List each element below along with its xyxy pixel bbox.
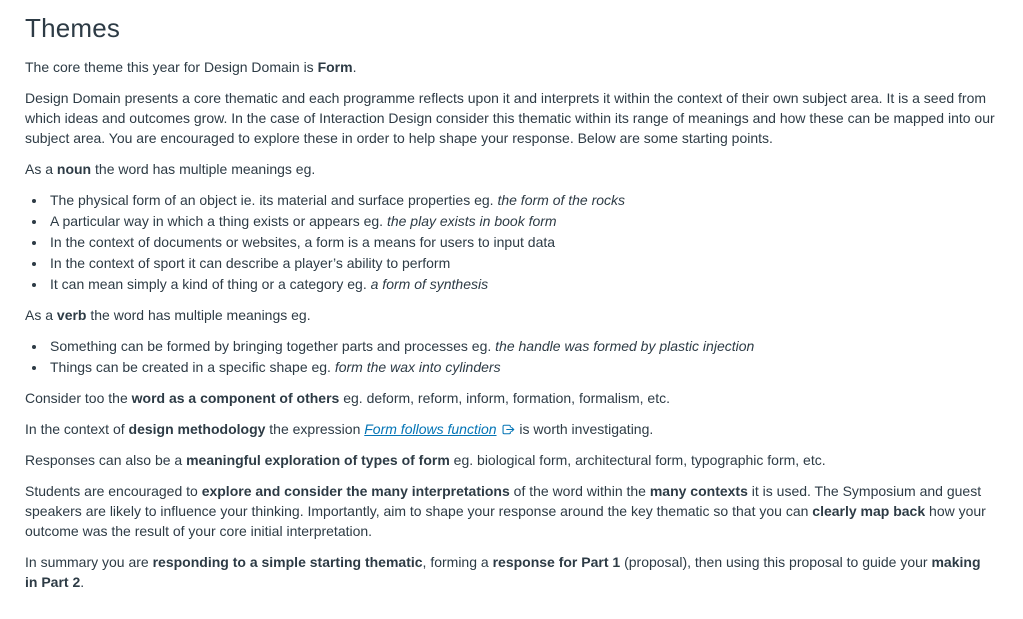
text-segment: In summary you are — [25, 553, 153, 570]
text-segment: Design Domain presents a core thematic and each programme reflects upon it and interprets it within the context of their own subject area. It is a seed from which ideas and outcomes grow. In the case of Interaction Design consider this thematic within its range of meanings and how these can be mapped into our subject area. You are encouraged to explore these in order to help shape your response. Below are some starting points. — [25, 89, 995, 146]
text-segment: As a — [25, 160, 57, 177]
text-segment: many contexts — [649, 482, 748, 499]
text-segment: In the context of documents or websites, a form is a means for users to input data — [50, 233, 556, 250]
text-segment: eg. biological form, architectural form, typographic form, etc. — [449, 451, 826, 468]
text-segment: A particular way in which a thing exists or appears eg. — [50, 212, 387, 229]
text-segment: Something can be formed by bringing together parts and processes eg. — [50, 337, 496, 354]
paragraph — [25, 419, 995, 439]
text-segment: In the context of sport it can describe a player’s ability to perform — [50, 254, 451, 271]
text-segment: eg. deform, reform, inform, formation, formalism, etc. — [339, 389, 670, 406]
text-segment: making in Part 2 — [25, 553, 981, 590]
list-item — [47, 253, 995, 273]
text-segment: a form of synthesis — [370, 275, 489, 292]
text-segment: responding to a simple starting thematic — [152, 553, 423, 570]
text-segment: Things can be created in a specific shape eg. — [50, 358, 335, 375]
text-segment: verb — [56, 306, 87, 323]
paragraph — [25, 159, 995, 179]
text-segment: , forming a — [422, 553, 493, 570]
text-segment: It can mean simply a kind of thing or a category eg. — [50, 275, 371, 292]
text-segment: the word has multiple meanings eg. — [91, 160, 316, 177]
text-segment: how your outcome was the result of your core initial interpretation. — [25, 502, 986, 539]
text-segment: Consider too the — [25, 389, 132, 406]
paragraph — [25, 305, 995, 325]
text-segment: the play exists in book form — [386, 212, 557, 229]
text-segment: form the wax into cylinders — [334, 358, 501, 375]
page-title: Themes — [25, 13, 121, 43]
paragraph — [25, 481, 995, 541]
text-segment: response for Part 1 — [492, 553, 621, 570]
paragraph — [25, 552, 995, 592]
text-segment: noun — [56, 160, 92, 177]
text-segment: . — [352, 58, 357, 75]
text-segment: In the context of — [25, 420, 129, 437]
text-segment: it is used. The Symposium and guest speakers are likely to influence your thinking. Importantly, aim to shape your response around the key thematic so that you can — [25, 482, 982, 519]
list-item — [47, 274, 995, 294]
text-segment: the word has multiple meanings eg. — [86, 306, 311, 323]
list-item — [47, 336, 995, 356]
bullet-list — [25, 336, 995, 377]
text-segment: meaningful exploration of types of form — [186, 451, 450, 468]
text-segment: Responses can also be a — [25, 451, 187, 468]
list-item — [47, 211, 995, 231]
paragraph — [25, 57, 995, 77]
form-follows-function-link[interactable]: Form follows function — [364, 420, 497, 437]
text-segment: word as a component of others — [131, 389, 340, 406]
text-segment: the expression — [265, 420, 365, 437]
text-segment: design methodology — [128, 420, 266, 437]
text-segment: Form — [317, 58, 353, 75]
text-segment: . — [80, 573, 85, 590]
text-segment: of the word within the — [509, 482, 650, 499]
text-segment: the form of the rocks — [497, 191, 626, 208]
text-segment: clearly map back — [812, 502, 926, 519]
text-segment: (proposal), then using this proposal to guide your — [620, 553, 932, 570]
paragraph — [25, 388, 995, 408]
text-segment: Students are encouraged to — [25, 482, 202, 499]
text-segment: is worth investigating. — [515, 420, 654, 437]
text-segment: The physical form of an object ie. its material and surface properties eg. — [50, 191, 498, 208]
bullet-list — [25, 190, 995, 294]
article-body — [25, 57, 995, 592]
list-item — [47, 190, 995, 210]
text-segment: As a — [25, 306, 57, 323]
text-segment: explore and consider the many interpretations — [201, 482, 510, 499]
external-link-icon — [502, 423, 515, 436]
text-segment: The core theme this year for Design Domain is — [25, 58, 318, 75]
paragraph — [25, 88, 995, 148]
text-segment: the handle was formed by plastic injection — [495, 337, 755, 354]
paragraph — [25, 450, 995, 470]
list-item — [47, 357, 995, 377]
list-item — [47, 232, 995, 252]
